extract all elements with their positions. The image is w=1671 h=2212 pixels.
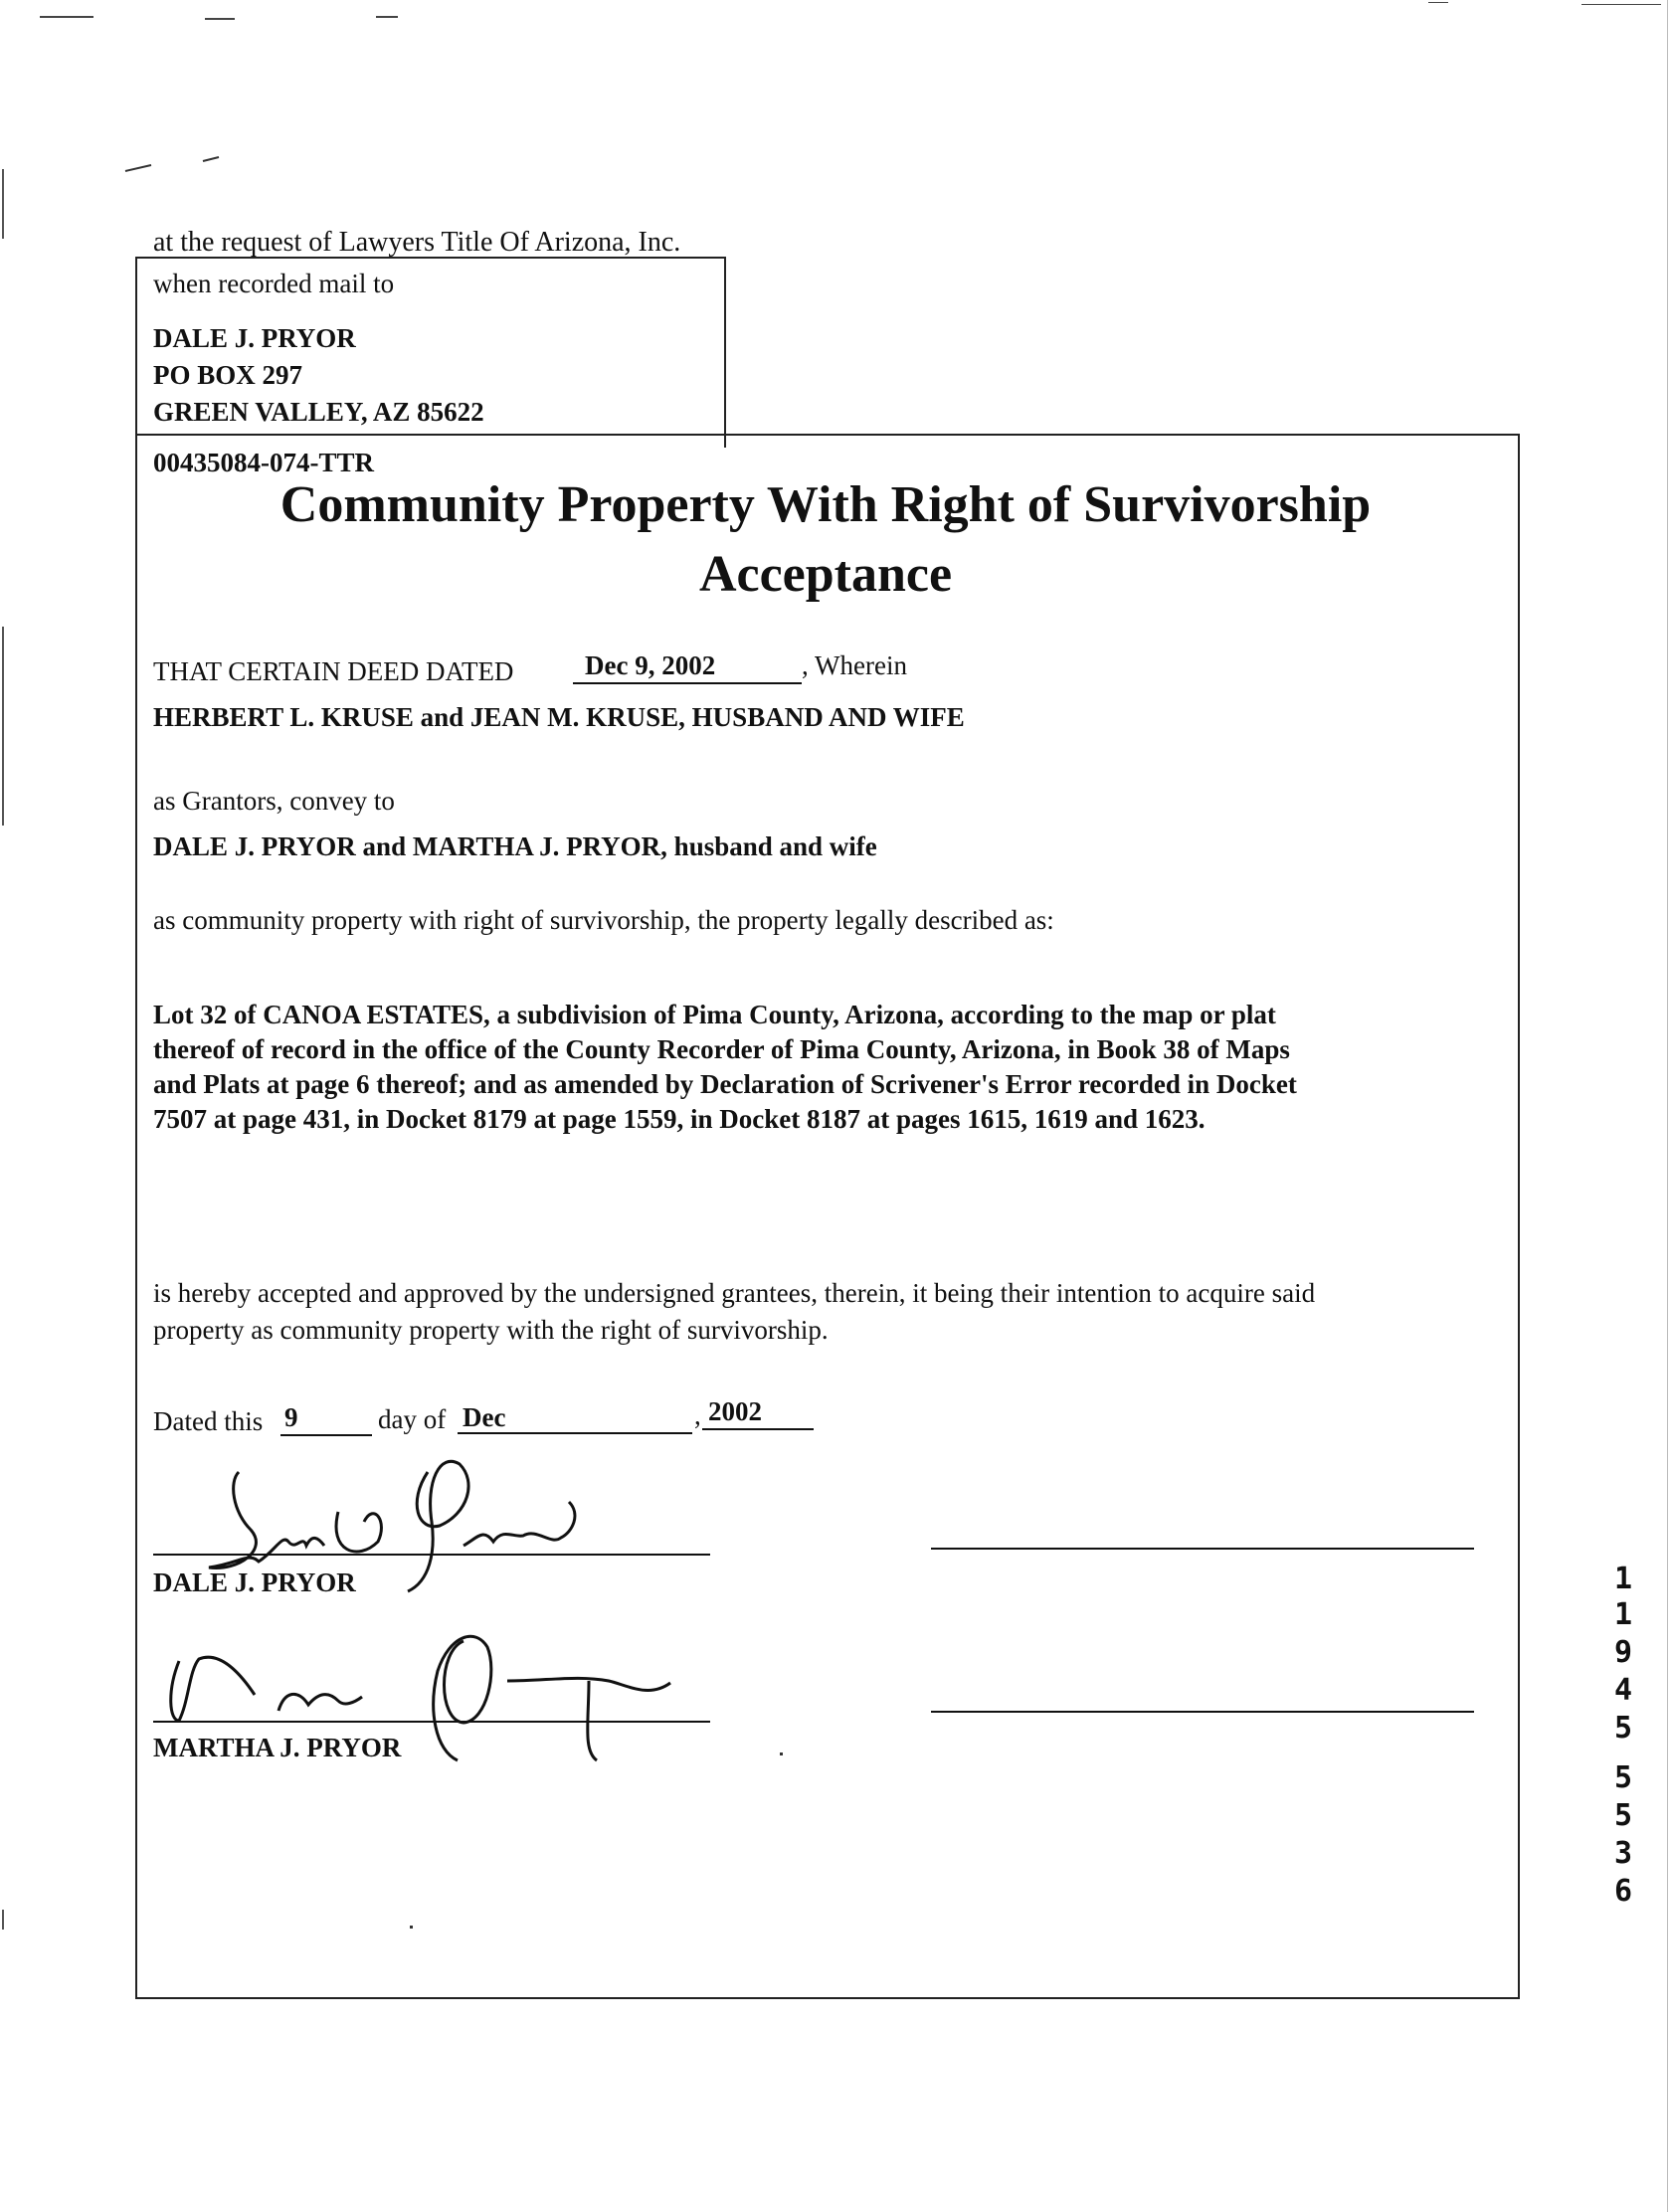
scan-mark bbox=[1428, 2, 1448, 3]
dated-month-underline bbox=[458, 1432, 692, 1434]
blank-signature-line-2 bbox=[931, 1711, 1474, 1713]
side-stamp-digit: 4 bbox=[1613, 1673, 1633, 1708]
scan-mark bbox=[2, 169, 4, 239]
signer-name-2: MARTHA J. PRYOR bbox=[153, 1733, 402, 1762]
scan-mark bbox=[376, 16, 398, 18]
scan-mark bbox=[1581, 4, 1661, 5]
acceptance-line: property as community property with the right of survivorship. bbox=[153, 1315, 829, 1345]
legal-description bbox=[153, 998, 1446, 1137]
side-stamp-digit: 5 bbox=[1613, 1798, 1633, 1833]
file-number: 00435084-074-TTR bbox=[153, 448, 374, 477]
deed-date-underline bbox=[573, 682, 802, 684]
scan-mark bbox=[40, 16, 93, 18]
grantees: DALE J. PRYOR and MARTHA J. PRYOR, husband and wife bbox=[153, 831, 877, 861]
document-title-line2: Acceptance bbox=[698, 546, 953, 603]
acceptance-paragraph bbox=[153, 1275, 1486, 1349]
side-stamp-digit: 5 bbox=[1613, 1711, 1633, 1746]
dated-month: Dec bbox=[463, 1402, 506, 1432]
deed-date: Dec 9, 2002 bbox=[585, 650, 716, 680]
recording-request-note: at the request of Lawyers Title Of Arizona, Inc. bbox=[153, 227, 681, 258]
legal-line: and Plats at page 6 thereof; and as amended by Declaration of Scrivener's Error recorded in Docket bbox=[153, 1069, 1297, 1099]
scan-mark bbox=[2, 627, 4, 826]
deed-wherein: , Wherein bbox=[802, 650, 907, 680]
grantors: HERBERT L. KRUSE and JEAN M. KRUSE, HUSBAND AND WIFE bbox=[153, 702, 965, 732]
legal-line: 7507 at page 431, in Docket 8179 at page 1559, in Docket 8187 at pages 1615, 1619 and 1623. bbox=[153, 1104, 1206, 1134]
return-name: DALE J. PRYOR bbox=[153, 323, 356, 353]
dated-prefix: Dated this bbox=[153, 1406, 264, 1436]
community-property-text: as community property with right of survivorship, the property legally described as: bbox=[153, 905, 1054, 935]
signer-name-1: DALE J. PRYOR bbox=[153, 1567, 356, 1597]
deed-intro: THAT CERTAIN DEED DATED bbox=[153, 656, 514, 686]
side-stamp-digit: 6 bbox=[1613, 1874, 1633, 1909]
return-address-line1: PO BOX 297 bbox=[153, 360, 303, 390]
document-title-line1: Community Property With Right of Survivorship bbox=[279, 476, 1372, 533]
side-stamp-digit: 3 bbox=[1613, 1836, 1633, 1871]
dated-comma: , bbox=[694, 1400, 701, 1430]
scan-mark bbox=[123, 149, 233, 179]
scan-mark bbox=[205, 18, 235, 20]
scan-mark bbox=[2, 1910, 4, 1930]
dated-day-of: day of bbox=[378, 1404, 447, 1434]
side-stamp-digit: 1 bbox=[1613, 1562, 1633, 1596]
return-address-line2: GREEN VALLEY, AZ 85622 bbox=[153, 397, 484, 427]
scan-speck bbox=[780, 1752, 783, 1755]
scan-mark bbox=[1667, 0, 1668, 2212]
acceptance-line: is hereby accepted and approved by the undersigned grantees, therein, it being their intention to acquire said bbox=[153, 1278, 1316, 1308]
dated-year-underline bbox=[702, 1428, 814, 1430]
side-stamp-digit: 5 bbox=[1613, 1760, 1633, 1795]
convey-text: as Grantors, convey to bbox=[153, 786, 395, 816]
legal-line: Lot 32 of CANOA ESTATES, a subdivision of Pima County, Arizona, according to the map or plat bbox=[153, 1000, 1276, 1029]
scan-speck bbox=[410, 1926, 413, 1929]
side-stamp-digit: 9 bbox=[1613, 1635, 1633, 1670]
return-box-label: when recorded mail to bbox=[153, 269, 395, 298]
dated-day-underline bbox=[280, 1434, 372, 1436]
dated-day: 9 bbox=[284, 1402, 298, 1432]
blank-signature-line-1 bbox=[931, 1548, 1474, 1550]
dated-year: 2002 bbox=[708, 1396, 762, 1426]
legal-line: thereof of record in the office of the County Recorder of Pima County, Arizona, in Book 38 of Maps bbox=[153, 1034, 1290, 1064]
side-stamp-digit: 1 bbox=[1613, 1597, 1633, 1632]
